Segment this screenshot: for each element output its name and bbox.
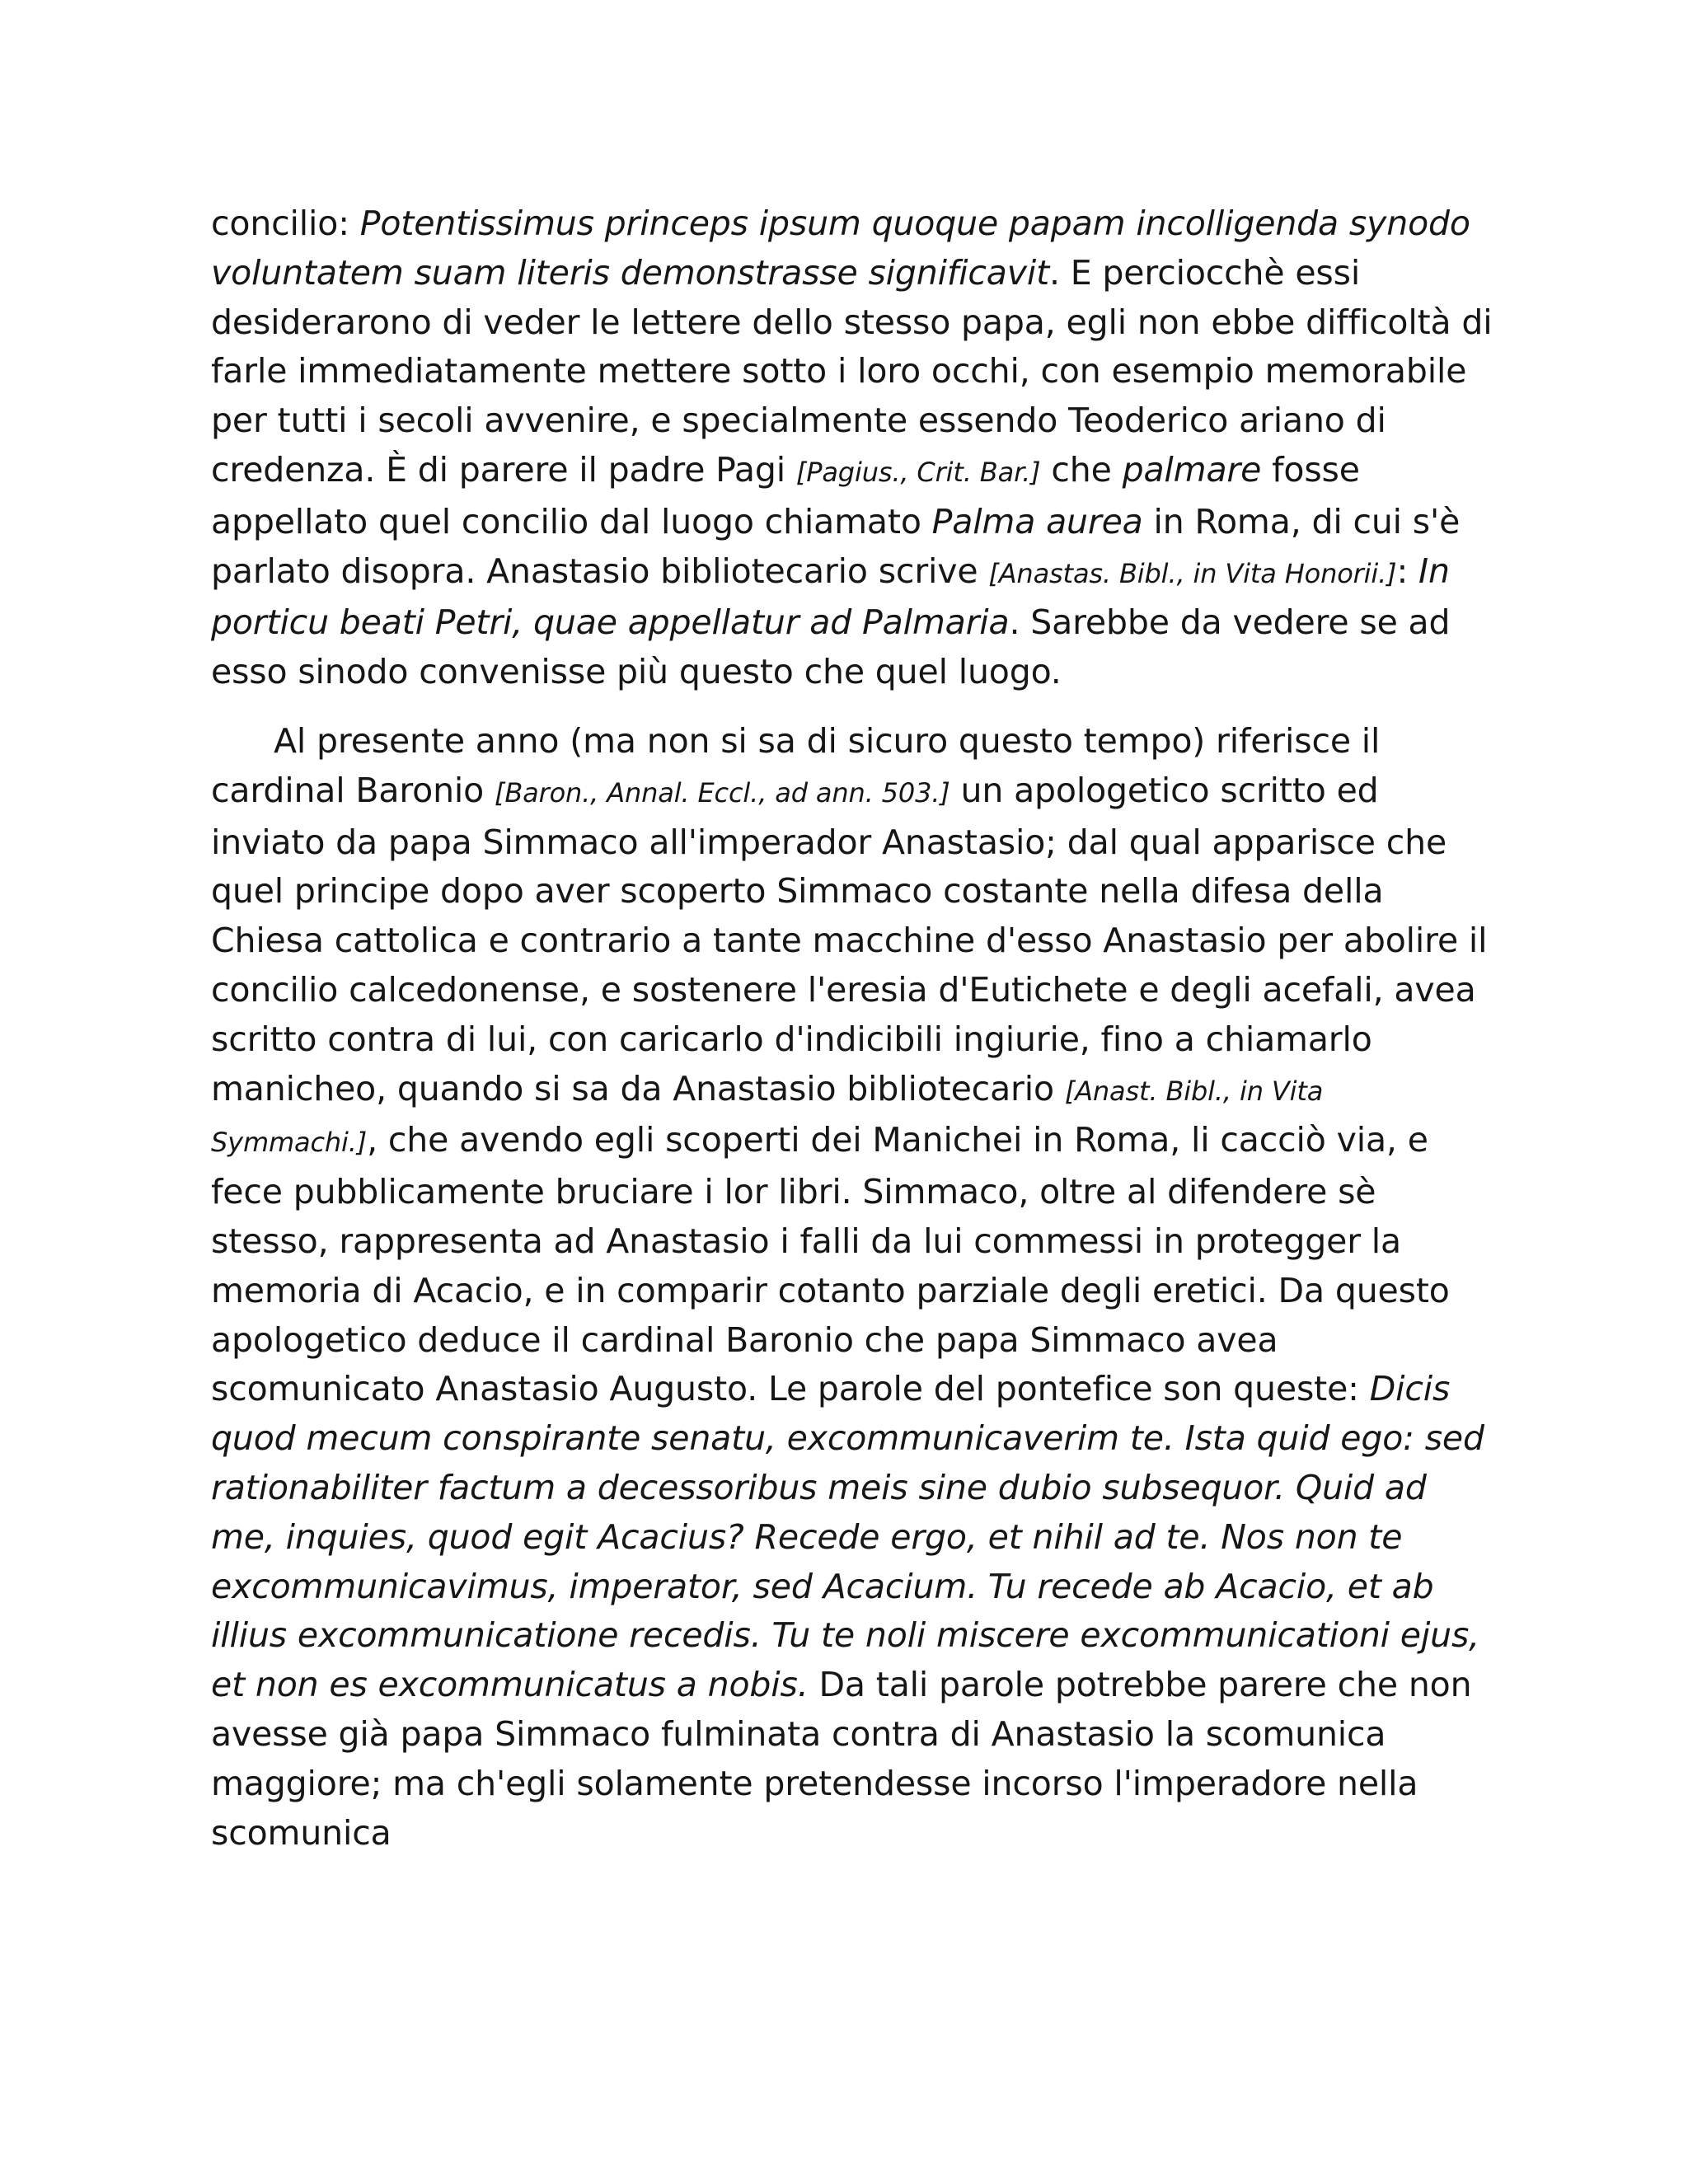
body-text: : <box>1396 551 1419 591</box>
paragraph-2 <box>211 717 1497 1858</box>
italic-quote: Potentissimus princeps ipsum quoque papam incolligenda synodo voluntatem suam literis demonstrasse significavit <box>211 204 1470 293</box>
italic-quote: palmare <box>1122 449 1262 490</box>
body-text: Da tali parole potrebbe parere che non avesse già papa Simmaco fulminata contra di Anastasio la scomunica maggiore; ma ch'egli solamente pretendesse incorso l'imperadore nella scomunica <box>211 1665 1472 1853</box>
paragraph-1 <box>211 199 1497 697</box>
body-text: , che avendo egli scoperti dei Manichei in Roma, li cacciò via, e fece pubblicamente bruciare i lor libri. Simmaco, oltre al difendere sè stesso, rappresenta ad Anastasio i falli da lui commessi in protegger la memoria di Acacio, e in comparir cotanto parziale degli eretici. Da questo apologetico deduce il cardinal Baronio che papa Simmaco avea scomunicato Anastasio Augusto. Le parole del pontefice son queste: <box>211 1120 1450 1409</box>
body-text: concilio: <box>211 204 360 243</box>
citation-note: [Pagius., Crit. Bar.] <box>795 456 1041 488</box>
italic-quote: In porticu beati Petri, quae appellatur ad Palmaria <box>211 551 1450 643</box>
body-text: . Sarebbe da vedere se ad esso sinodo convenisse più questo che quel luogo. <box>211 602 1451 692</box>
body-text: un apologetico scritto ed inviato da papa Simmaco all'imperador Anastasio; dal qual apparisce che quel principe dopo aver scoperto Simmaco costante nella difesa della Chiesa cattolica e contrario a tante macchine d'esso Anastasio per abolire il concilio calcedonense, e sostenere l'eresia d'Eutichete e degli acefali, avea scritto contra di lui, con caricarlo d'indicibili ingiurie, fino a chiamarlo manicheo, quando si sa da Anastasio bibliotecario <box>211 770 1488 1108</box>
citation-note: [Baron., Annal. Eccl., ad ann. 503.] <box>495 776 950 808</box>
citation-note: [Anastas. Bibl., in Vita Honorii.] <box>988 557 1397 589</box>
document-page <box>211 199 1497 1858</box>
body-text: fosse appellato quel concilio dal luogo chiamato <box>211 449 1360 541</box>
body-text: in Roma, di cui s'è parlato disopra. Anastasio bibliotecario scrive <box>211 501 1461 591</box>
citation-note: [Anast. Bibl., in Vita Symmachi.] <box>211 1075 1324 1159</box>
body-text: Al presente anno (ma non si sa di sicuro questo tempo) riferisce il cardinal Baronio <box>211 720 1381 810</box>
italic-quote: Dicis quod mecum conspirante senatu, excommunicaverim te. Ista quid ego: sed rationabiliter factum a decessoribus meis sine dubio subsequor. Quid ad me, inquies, quod egit Acacius? Recede ergo, et nihil ad te. Nos non te excommunicavimus, imperator, sed Acacium. Tu recede ab Acacio, et ab illius excommunicatione recedis. Tu te noli miscere excommunicationi ejus, et non es excommunicatus a nobis. <box>211 1369 1484 1705</box>
body-text: che <box>1040 449 1123 490</box>
body-text: . E perciocchè essi desiderarono di veder le lettere dello stesso papa, egli non ebbe difficoltà di farle immediatamente mettere sotto i loro occhi, con esempio memorabile per tutti i secoli avvenire, e specialmente essendo Teoderico ariano di credenza. È di parere il padre Pagi <box>211 252 1493 490</box>
italic-quote: Palma aurea <box>931 501 1143 541</box>
